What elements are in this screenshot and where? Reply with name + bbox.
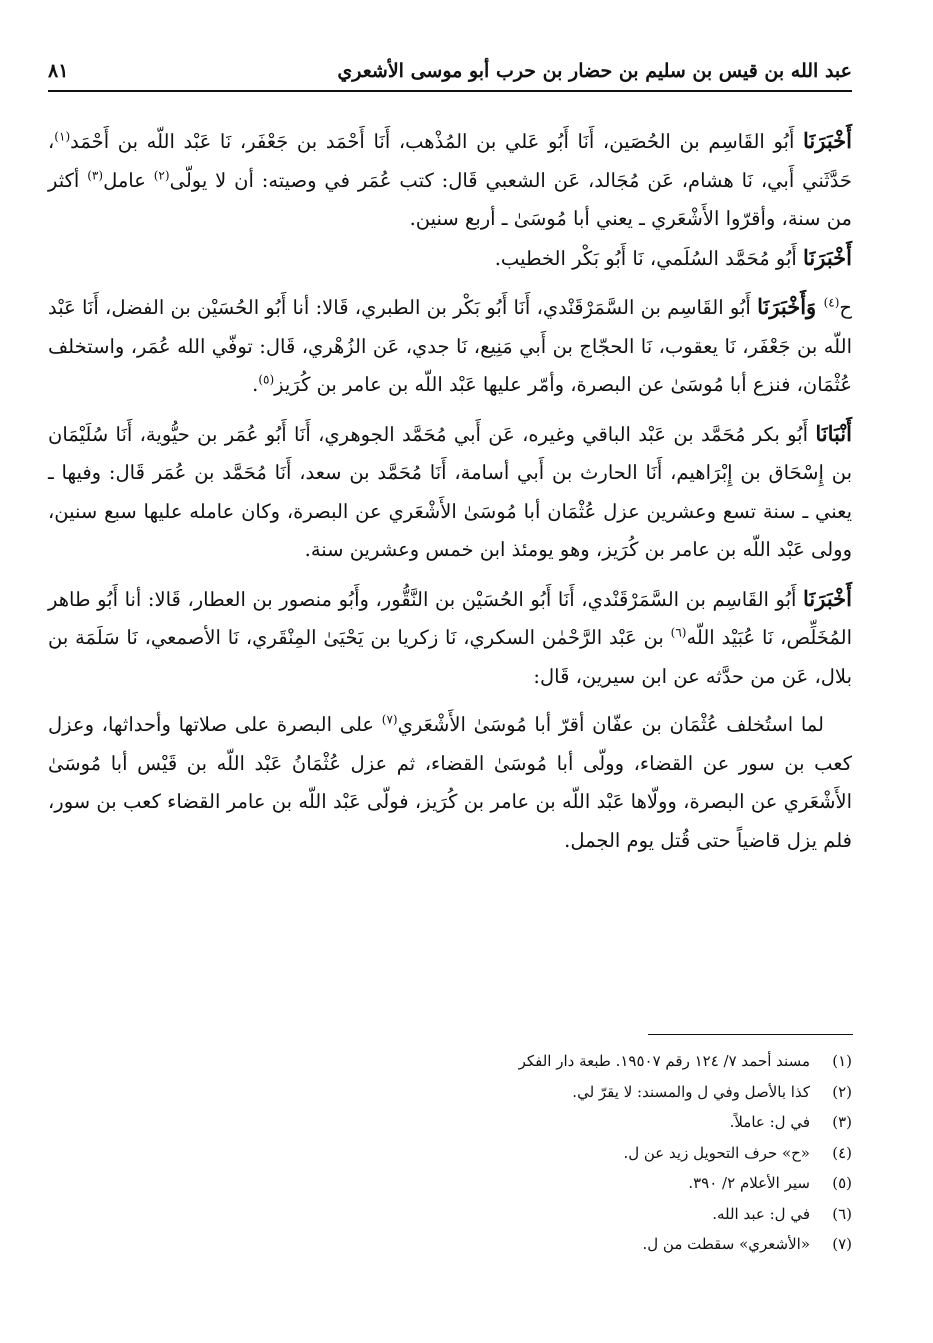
footnote-ref[interactable]: (٧) — [381, 712, 398, 727]
page-header — [48, 58, 852, 92]
paragraph-text: على البصرة على صلاتها وأحداثها، وعزل كعب بن سور عن القضاء، وولّى أبا مُوسَىٰ القضاء، ثم عزل عُثْمَانُ عَبْد اللّه بن قَيْس أبا مُوسَىٰ الأَشْعَري عن البصرة، وولّاها عَبْد اللّه بن عامر بن كُرَيز، فولّى عَبْد اللّه بن عامر القضاء كعب بن سور، فلم يزل قاضياً حتى قُتل يوم الجمل. — [48, 713, 852, 852]
paragraph-lead-word: أَنْبَانَا — [815, 420, 852, 446]
page-number: ٨١ — [48, 60, 69, 82]
footnote-ref[interactable]: (٥) — [258, 372, 275, 387]
footnote-number: (٦) — [832, 1204, 852, 1223]
footnote-ref[interactable]: (٤) — [823, 295, 840, 310]
tahwil-marker: ح — [839, 296, 852, 319]
footnote-text: مسند أحمد ٧/ ١٢٤ رقم ١٩٥٠٧. طبعة دار الفكر — [518, 1052, 810, 1070]
footnote-item — [48, 1077, 852, 1108]
paragraph-lead-word: أَخْبَرَنَا — [803, 585, 852, 611]
footnote-text: «ح» حرف التحويل زيد عن ل. — [623, 1143, 810, 1162]
paragraph-text: . — [252, 373, 259, 396]
footnote-number: (٢) — [832, 1082, 852, 1101]
footnotes — [48, 1046, 852, 1260]
paragraph-3 — [48, 288, 852, 405]
footnote-text: سير الأعلام ٢/ ٣٩٠. — [688, 1174, 810, 1192]
footnote-divider — [648, 1034, 853, 1035]
paragraph-4 — [48, 415, 852, 570]
paragraph-text: أَبُو القَاسِم بن الحُصَين، أَنَا أَبُو عَلي بن المُذْهب، أَنَا أَحْمَد بن جَعْفَر، نَا عَبْد اللّه بن أَحْمَد — [70, 130, 804, 153]
paragraph-text: أَبُو القَاسِم بن السَّمَرْقَنْدي، أَنَا أَبُو الحُسَيْن بن النَّقُّور، وأَبُو منصور بن العطار، قَالا: أنا أَبُو طاهر المُخَلِّص، نَا عُبَيْد اللّه — [48, 587, 853, 649]
paragraph-lead-word: أَخْبَرَنَا — [803, 244, 852, 270]
paragraph-text: عامل — [103, 168, 154, 192]
running-title: عبد الله بن قيس بن سليم بن حضار بن حرب أبو موسى الأشعري — [337, 60, 852, 82]
main-text — [48, 122, 852, 860]
footnote-item — [48, 1168, 852, 1199]
footnote-text: كذا بالأصل وفي ل والمسند: لا يقرّ لي. — [572, 1082, 810, 1101]
paragraph-text: لما استُخلف عُثْمَان بن عفّان أقرّ أبا مُوسَىٰ الأَشْعَري — [397, 713, 824, 736]
footnote-number: (٤) — [832, 1143, 852, 1162]
footnote-number: (١) — [832, 1052, 852, 1070]
footnote-text: في ل: عاملاً. — [729, 1113, 810, 1131]
footnote-number: (٣) — [832, 1113, 852, 1131]
paragraph-text: أَبُو القَاسِم بن السَّمَرْقَنْدي، أَنَا أَبُو بَكْر بن الطبري، قَالا: أنا أَبُو الحُسَيْن بن الفضل، أَنَا عَبْد اللّه بن جَعْفَر، نَا يعقوب، نَا الحجّاج بن أَبي مَنِيع، نَا جدي، عَن الزُهْري، قَال: توفّي الله عُمَر، واستخلف عُثْمَان، فنزع أبا مُوسَىٰ عن البصرة، وأمّر عليها عَبْد اللّه بن عامر بن كُرَيز — [48, 296, 852, 396]
footnote-ref[interactable]: (٦) — [670, 625, 687, 640]
footnote-text: «الأشعري» سقطت من ل. — [642, 1235, 810, 1253]
paragraph-text: بن عَبْد الرَّحْمٰن السكري، نَا زكريا بن يَحْيَىٰ المِنْقَري، نَا الأصمعي، نَا سَلَمَة بن بلال، عَن من حدَّثه عن ابن سيرين، قَال: — [48, 626, 852, 688]
paragraph-6 — [48, 706, 852, 860]
paragraph-text: أكثر من سنة، وأقرّوا الأَشْعَري ـ يعني أبا مُوسَىٰ ـ أربع سنين. — [48, 168, 852, 230]
paragraph-lead-word: وَأَخْبَرَنَا — [757, 294, 824, 319]
paragraph-text: ، حَدَّثَني أَبي، نَا هشام، عَن مُجَالد، عَن الشعبي قَال: كتب عُمَر في وصيته: أن لا يولّى — [48, 130, 852, 192]
footnote-ref[interactable]: (٣) — [87, 168, 104, 182]
footnote-number: (٧) — [832, 1235, 852, 1253]
paragraph-text: أَبُو مُحَمَّد السُلَمي، نَا أَبُو بَكْر الخطيب. — [494, 246, 804, 270]
footnote-item — [48, 1138, 852, 1169]
paragraph-text: أَبُو بكر مُحَمَّد بن عَبْد الباقي وغيره، عَن أَبي مُحَمَّد الجوهري، أَنَا أَبُو عُمَر بن حيُّوية، أَنَا سُلَيْمَان بن إِسْحَاق بن إِبْرَاهيم، أَنَا الحارث بن أَبي أسامة، أَنَا مُحَمَّد بن سعد، أَنَا مُحَمَّد بن عُمَر قَال: وفيها ـ يعني ـ سنة تسع وعشرين عزل عُثْمَان أبا مُوسَىٰ الأَشْعَري عن البصرة، وكان عامله عليها سبع سنين، وولى عَبْد اللّه بن عامر بن كُرَيز، وهو يومئذ ابن خمس وعشرين سنة. — [48, 422, 852, 561]
paragraph-1 — [48, 122, 852, 239]
paragraph-lead-word: أَخْبَرَنَا — [803, 128, 852, 153]
footnote-ref[interactable]: (١) — [54, 129, 71, 144]
footnote-text: في ل: عبد الله. — [712, 1204, 810, 1223]
footnote-item — [48, 1229, 852, 1260]
footnote-ref[interactable]: (٢) — [153, 168, 170, 182]
paragraph-2 — [48, 239, 852, 279]
footnote-item — [48, 1199, 852, 1230]
footnote-number: (٥) — [832, 1174, 852, 1192]
paragraph-5 — [48, 580, 852, 697]
footnote-item — [48, 1107, 852, 1138]
footnote-item — [48, 1046, 852, 1077]
